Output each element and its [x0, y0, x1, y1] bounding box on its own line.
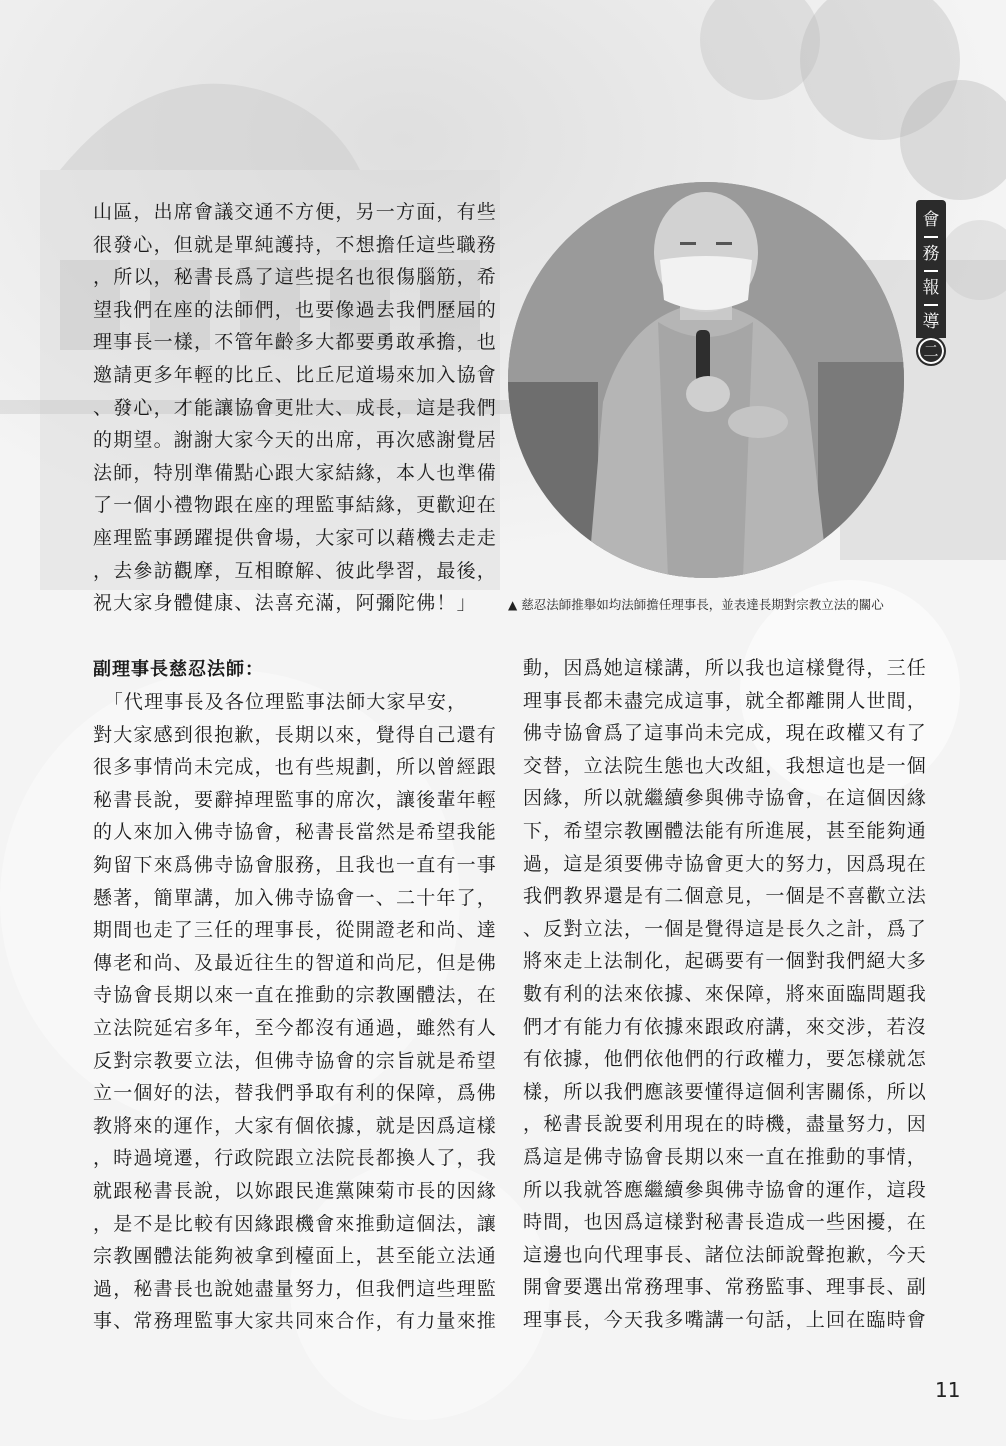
text-line: 這邊也向代理事長、諸位法師說聲抱歉，今天: [523, 1243, 928, 1266]
text-line: 理事長，今天我多嘴講一句話，上回在臨時會: [523, 1308, 928, 1331]
caption-text: 慈忍法師推舉如均法師擔任理事長，並表達長期對宗教立法的關心: [521, 597, 884, 612]
text-line: 期間也走了三任的理事長，從開證老和尚、達: [93, 919, 498, 942]
text-line: ，所以，秘書長爲了這些提名也很傷腦筋，希: [93, 266, 498, 289]
section-char: 務: [922, 244, 940, 264]
text-line: 夠留下來爲佛寺協會服務，且我也一直有一事: [93, 853, 498, 876]
text-line: 很多事情尚未完成，也有些規劃，所以曾經跟: [93, 756, 498, 779]
text-line: 的人來加入佛寺協會，秘書長當然是希望我能: [93, 821, 498, 844]
section-number-badge: 二: [916, 336, 946, 366]
section-title: [916, 200, 946, 338]
triangle-up-icon: ▲: [508, 598, 518, 612]
text-line: 所以我就答應繼續參與佛寺協會的運作，這段: [523, 1178, 928, 1201]
text-line: 樣，所以我們應該要懂得這個利害關係，所以: [523, 1080, 928, 1103]
text-line: 寺協會長期以來一直在推動的宗教團體法，在: [93, 984, 498, 1007]
text-line: 開會要選出常務理事、常務監事、理事長、副: [523, 1276, 928, 1299]
text-line: 爲這是佛寺協會長期以來一直在推動的事情，: [523, 1145, 928, 1168]
text-line: 立一個好的法，替我們爭取有利的保障，爲佛: [93, 1082, 498, 1105]
text-line: 佛寺協會爲了這事尚未完成，現在政權又有了: [523, 722, 928, 745]
text-line: 時間，也因爲這樣對秘書長造成一些困擾，在: [523, 1211, 928, 1234]
text-line: ，時過境遷，行政院跟立法院長都換人了，我: [93, 1147, 498, 1170]
text-line: ，秘書長說要利用現在的時機，盡量努力，因: [523, 1113, 928, 1136]
text-line: 反對宗教要立法，但佛寺協會的宗旨就是希望: [93, 1049, 498, 1072]
section-char: 會: [922, 210, 940, 230]
text-line: ，去參訪觀摩，互相瞭解、彼此學習，最後，: [93, 559, 498, 582]
speaker-photo: [508, 182, 904, 578]
text-line: 理事長一樣，不管年齡多大都要勇敢承擔，也: [93, 331, 498, 354]
bottom-right-column: [523, 652, 927, 1336]
text-line: 祝大家身體健康、法喜充滿，阿彌陀佛！」: [93, 592, 477, 615]
text-line: 懸著，簡單講，加入佛寺協會一、二十年了，: [93, 886, 498, 909]
text-line: 秘書長說，要辭掉理監事的席次，讓後輩年輕: [93, 788, 498, 811]
text-line: 我們教界還是有二個意見，一個是不喜歡立法: [523, 885, 928, 908]
section-char: 導: [922, 312, 940, 332]
text-line: 交替，立法院生態也大改組，我想這也是一個: [523, 754, 928, 777]
text-line: 立法院延宕多年，至今都沒有通過，雖然有人: [93, 1016, 498, 1039]
text-line: 教將來的運作，大家有個依據，就是因爲這樣: [93, 1114, 498, 1137]
text-line: 法師，特別準備點心跟大家結緣，本人也準備: [93, 461, 498, 484]
text-line: 、反對立法，一個是覺得這是長久之計，爲了: [523, 917, 928, 940]
section-char: 報: [922, 278, 940, 298]
text-line: 理事長都未盡完成這事，就全都離開人世間，: [523, 689, 928, 712]
bottom-left-column: [93, 686, 497, 1338]
section-label: [915, 200, 947, 366]
photo-caption: [508, 597, 908, 613]
text-line: 望我們在座的法師們，也要像過去我們歷屆的: [93, 298, 498, 321]
text-line: 對大家感到很抱歉，長期以來，覺得自己還有: [93, 723, 498, 746]
text-line: 有依據，他們依他們的行政權力，要怎樣就怎: [523, 1048, 928, 1071]
divider: [924, 304, 938, 306]
text-line: 過，秘書長也說她盡量努力，但我們這些理監: [93, 1277, 498, 1300]
divider: [924, 270, 938, 272]
text-line: 、發心，才能讓協會更壯大、成長，這是我們: [93, 396, 498, 419]
text-line: 們才有能力有依據來跟政府講，來交涉，若沒: [523, 1015, 928, 1038]
text-line: 因緣，所以就繼續參與佛寺協會，在這個因緣: [523, 787, 928, 810]
text-line: 下，希望宗教團體法能有所進展，甚至能夠通: [523, 819, 928, 842]
text-line: 山區，出席會議交通不方便，另一方面，有些: [93, 201, 498, 223]
top-left-paragraph: [93, 196, 497, 620]
text-line: 宗教團體法能夠被拿到檯面上，甚至能立法通: [93, 1245, 498, 1268]
text-line: 數有利的法來依據、來保障，將來面臨問題我: [523, 982, 928, 1005]
page-number: 11: [935, 1378, 961, 1402]
text-line: 座理監事踴躍提供會場，大家可以藉機去走走: [93, 526, 498, 549]
text-line: 了一個小禮物跟在座的理監事結緣，更歡迎在: [93, 494, 498, 517]
text-line: 傳老和尚、及最近往生的智道和尚尼，但是佛: [93, 951, 498, 974]
text-line: 的期望。謝謝大家今天的出席，再次感謝覺居: [93, 429, 498, 452]
text-line: ，是不是比較有因緣跟機會來推動這個法，讓: [93, 1212, 498, 1235]
text-line: 將來走上法制化，起碼要有一個對我們絕大多: [523, 950, 928, 973]
text-line: 動，因爲她這樣講，所以我也這樣覺得，三任: [523, 657, 928, 679]
text-line: 很發心，但就是單純護持，不想擔任這些職務: [93, 233, 498, 256]
text-line: 就跟秘書長說，以妳跟民進黨陳菊市長的因緣: [93, 1179, 498, 1202]
divider: [924, 236, 938, 238]
text-line: 邀請更多年輕的比丘、比丘尼道場來加入協會: [93, 363, 498, 386]
text-line: 事、常務理監事大家共同來合作，有力量來推: [93, 1310, 498, 1333]
text-line: 「代理事長及各位理監事法師大家早安，: [93, 691, 468, 713]
monk-portrait-image: [508, 182, 904, 578]
text-line: 過，這是須要佛寺協會更大的努力，因爲現在: [523, 852, 928, 875]
speaker-heading: 副理事長慈忍法師：: [93, 659, 264, 680]
